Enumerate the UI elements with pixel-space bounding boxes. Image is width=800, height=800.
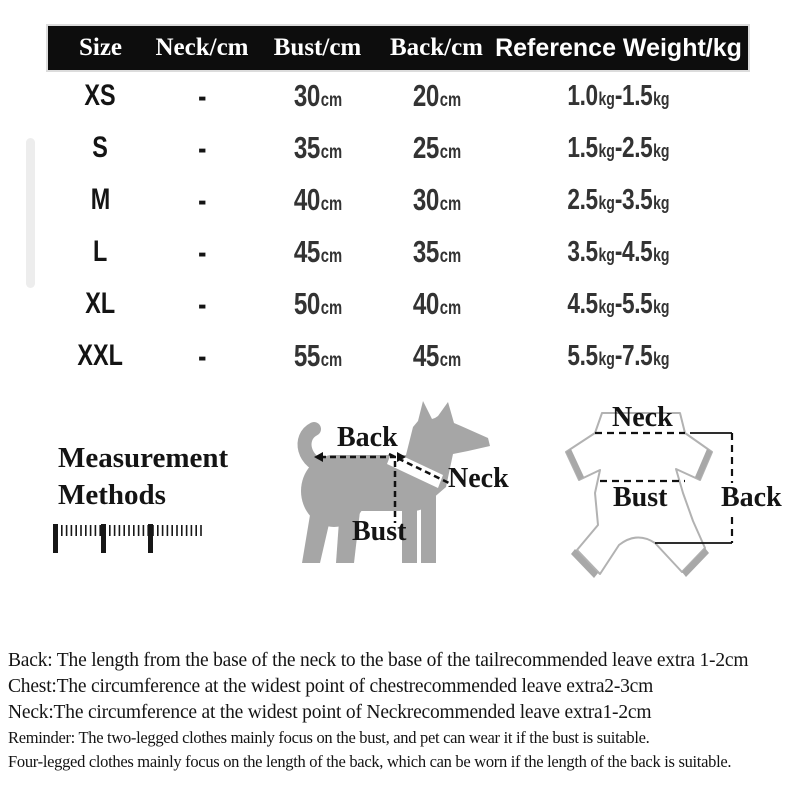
bust-value: 50 <box>293 286 320 321</box>
back-cell <box>384 78 489 114</box>
bust-cell <box>251 78 384 114</box>
neck-value: - <box>197 77 207 114</box>
range-separator: - <box>614 235 623 268</box>
header-bust: Bust/cm <box>273 34 362 61</box>
size-cell <box>48 131 153 165</box>
size-table-body <box>48 70 748 382</box>
header-neck: Neck/cm <box>155 34 249 61</box>
measurement-title-line2: Methods <box>58 479 166 511</box>
size-cell <box>48 183 153 217</box>
back-unit: cm <box>439 194 461 215</box>
weight-min: 4.5 <box>567 287 598 320</box>
neck-cell <box>153 78 251 115</box>
dog-rear-leg <box>302 503 332 563</box>
size-value: XL <box>85 287 116 320</box>
weight-min: 1.0 <box>567 79 598 112</box>
table-row-xl <box>48 278 748 330</box>
neck-value: - <box>197 337 207 374</box>
table-row-xxl <box>48 330 748 382</box>
header-size: Size <box>78 34 123 61</box>
back-cell <box>384 286 489 322</box>
weight-cell <box>489 236 748 269</box>
range-separator: - <box>614 339 623 372</box>
size-cell <box>48 235 153 269</box>
measurement-title-line1: Measurement <box>58 442 229 474</box>
back-value: 30 <box>412 182 439 217</box>
back-value: 45 <box>412 338 439 373</box>
back-unit: cm <box>439 350 461 371</box>
weight-unit: kg <box>598 296 615 317</box>
range-separator: - <box>614 287 623 320</box>
bust-unit: cm <box>320 142 342 163</box>
note-neck: Neck:The circumference at the widest point of Neckrecommended leave extra1-2cm <box>8 702 652 723</box>
weight-unit: kg <box>653 192 670 213</box>
weight-min: 2.5 <box>567 183 598 216</box>
note-chest: Chest:The circumference at the widest point of chestrecommended leave extra2-3cm <box>8 676 654 697</box>
back-cell <box>384 234 489 270</box>
back-cell <box>384 130 489 166</box>
weight-min: 3.5 <box>567 235 598 268</box>
table-row-m <box>48 174 748 226</box>
bust-unit: cm <box>320 298 342 319</box>
weight-max: 3.5 <box>622 183 653 216</box>
bust-value: 45 <box>293 234 320 269</box>
table-header <box>48 26 748 70</box>
size-cell <box>48 339 153 373</box>
bust-value: 55 <box>293 338 320 373</box>
bust-cell <box>251 338 384 374</box>
bust-unit: cm <box>320 350 342 371</box>
dog-back-label: Back <box>337 422 398 453</box>
back-unit: cm <box>439 142 461 163</box>
weight-cell <box>489 132 748 165</box>
bust-cell <box>251 286 384 322</box>
note-reminder-2: Four-legged clothes mainly focus on the length of the back, which can be worn if the length of the back is suitable. <box>8 752 732 771</box>
weight-unit: kg <box>653 296 670 317</box>
dog-neck-label: Neck <box>448 463 509 494</box>
header-back: Back/cm <box>389 34 484 61</box>
weight-cell <box>489 340 748 373</box>
neck-value: - <box>197 129 207 166</box>
size-value: S <box>92 131 109 164</box>
garment-neck-label: Neck <box>612 402 673 433</box>
back-value: 20 <box>412 78 439 113</box>
table-row-s <box>48 122 748 174</box>
note-reminder-1: Reminder: The two-legged clothes mainly focus on the bust, and pet can wear it if the bust is suitable. <box>8 728 650 747</box>
back-value: 25 <box>412 130 439 165</box>
size-value: M <box>90 183 111 216</box>
weight-max: 1.5 <box>622 79 653 112</box>
back-unit: cm <box>439 246 461 267</box>
ruler-icon <box>52 523 212 555</box>
table-row-xs <box>48 70 748 122</box>
weight-unit: kg <box>598 348 615 369</box>
bust-cell <box>251 130 384 166</box>
back-cell <box>384 338 489 374</box>
weight-min: 1.5 <box>567 131 598 164</box>
back-unit: cm <box>439 298 461 319</box>
weight-unit: kg <box>653 244 670 265</box>
range-separator: - <box>614 131 623 164</box>
neck-cell <box>153 182 251 219</box>
neck-cell <box>153 286 251 323</box>
measurement-methods-title <box>58 440 228 514</box>
neck-cell <box>153 234 251 271</box>
back-cell <box>384 182 489 218</box>
neck-value: - <box>197 181 207 218</box>
neck-cell <box>153 130 251 167</box>
range-separator: - <box>614 79 623 112</box>
bust-value: 40 <box>293 182 320 217</box>
size-cell <box>48 287 153 321</box>
bust-value: 35 <box>293 130 320 165</box>
weight-unit: kg <box>653 348 670 369</box>
bust-value: 30 <box>293 78 320 113</box>
note-back: Back: The length from the base of the neck to the base of the tailrecommended leave extra 1-2cm <box>8 650 749 671</box>
weight-min: 5.5 <box>567 339 598 372</box>
size-cell <box>48 79 153 113</box>
weight-max: 7.5 <box>622 339 653 372</box>
neck-cell <box>153 338 251 375</box>
back-value: 40 <box>412 286 439 321</box>
bust-unit: cm <box>320 194 342 215</box>
weight-cell <box>489 184 748 217</box>
garment-bust-label: Bust <box>613 482 668 513</box>
weight-cell <box>489 80 748 113</box>
weight-max: 5.5 <box>622 287 653 320</box>
back-value: 35 <box>412 234 439 269</box>
weight-unit: kg <box>653 140 670 161</box>
size-value: XS <box>84 79 117 112</box>
weight-unit: kg <box>653 88 670 109</box>
garment-back-label: Back <box>718 483 785 513</box>
header-weight: Reference Weight/kg <box>495 33 742 62</box>
weight-cell <box>489 288 748 321</box>
measurement-notes <box>8 648 798 774</box>
weight-unit: kg <box>598 244 615 265</box>
bust-unit: cm <box>320 246 342 267</box>
back-unit: cm <box>439 90 461 111</box>
weight-unit: kg <box>598 192 615 213</box>
neck-value: - <box>197 285 207 322</box>
weight-unit: kg <box>598 88 615 109</box>
dog-bust-label: Bust <box>352 516 407 547</box>
bust-unit: cm <box>320 90 342 111</box>
table-row-l <box>48 226 748 278</box>
weight-max: 2.5 <box>622 131 653 164</box>
neck-value: - <box>197 233 207 270</box>
dog-front-leg <box>421 493 436 563</box>
bust-cell <box>251 182 384 218</box>
range-separator: - <box>614 183 623 216</box>
size-value: XXL <box>77 339 124 372</box>
size-value: L <box>93 235 108 268</box>
bust-cell <box>251 234 384 270</box>
weight-max: 4.5 <box>622 235 653 268</box>
weight-unit: kg <box>598 140 615 161</box>
scan-artifact-strip <box>26 138 35 288</box>
